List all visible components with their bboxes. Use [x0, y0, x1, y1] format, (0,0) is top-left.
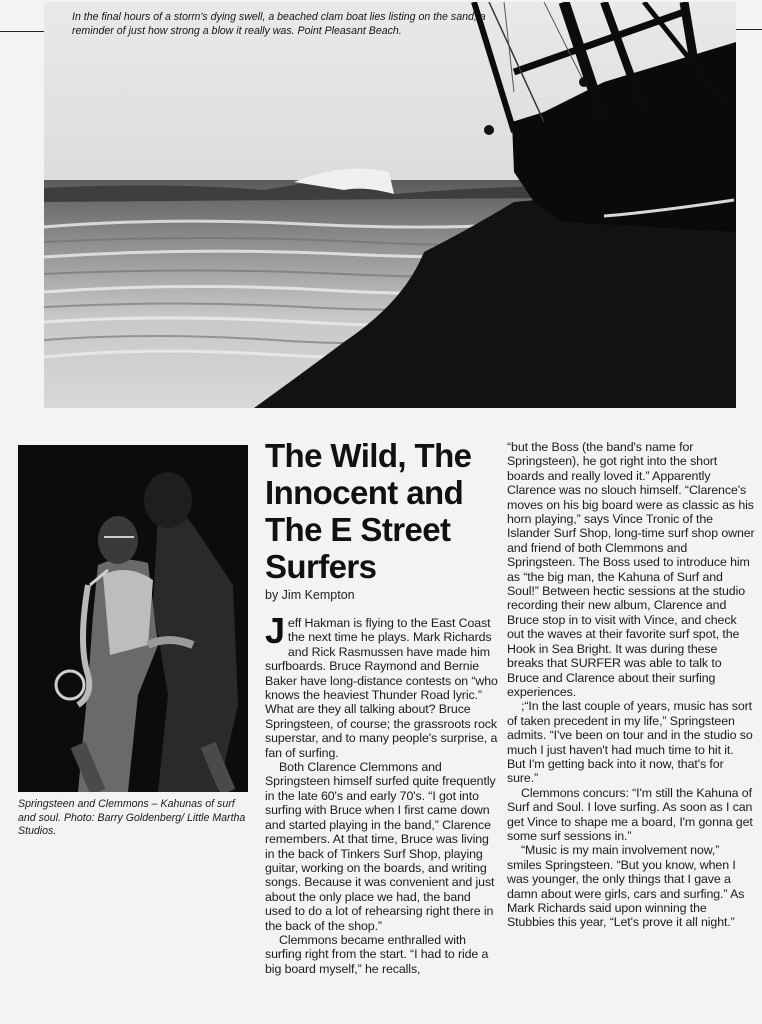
byline: by Jim Kempton	[265, 588, 355, 602]
article-column-2	[507, 440, 755, 930]
title-line: Innocent and	[265, 474, 464, 511]
paragraph: Both Clarence Clemmons and Springsteen himself surfed quite frequently in the late 60's and early 70's. “I got into surfing with Bruce when I first came down and started playing in the band,” Clarence remembers. At that time, Bruce was living in the back of Tinkers Surf Shop, playing guitar, working on the boards, and writing songs. Because it was convenient and just about the only place we had, the band used to do a lot of rehearsing right there in the back of the shop.”	[265, 760, 496, 933]
paragraph	[265, 610, 499, 760]
drop-cap: J	[265, 610, 285, 651]
article-title	[265, 437, 500, 585]
paragraph: Clemmons became enthralled with surfing right from the start. “I had to ride a big board myself,” he recalls,	[265, 932, 489, 976]
title-line: The E Street	[265, 511, 451, 548]
paragraph: Clemmons concurs: “I'm still the Kahuna of Surf and Soul. I love surfing. As soon as I can get Vince to shape me a board, I'm gonna get some surf sessions in.”	[507, 785, 753, 843]
paragraph: ;“In the last couple of years, music has sort of taken precedent in my life,” Springsteen admits. “I've been on tour and in the studio so much I just haven't had much time to hit it. But I'm getting back into it now, that's for sure.”	[507, 699, 753, 786]
top-photo-beached-boat	[44, 2, 736, 408]
paragraph: “Music is my main involvement now,” smiles Springsteen. “But you know, when I was younger, the only things that I gave a damn about were girls, cars and surfing.” As Mark Richards said upon winning the Stubbies this year, “Let's prove it all night.”	[507, 843, 745, 930]
top-photo-caption: In the final hours of a storm's dying swell, a beached clam boat lies listing on the sand, a reminder of just how strong a blow it really was. Point Pleasant Beach.	[72, 11, 486, 37]
left-photo-musicians	[18, 445, 248, 792]
beach-scene-illustration	[44, 2, 736, 408]
paragraph-text: eff Hakman is flying to the East Coast the next time he plays. Mark Richards and Rick Rasmussen have made him surfboards. Bruce Raymond and Bernie Baker have long-distance contests on “who knows the heaviest Thunder Road lyric.” What are they all talking about? Bruce Springsteen, of course; the grassroots rock superstar, and to many people's surprise, a fan of surfing.	[265, 616, 498, 760]
paragraph: “but the Boss (the band's name for Springsteen), he got right into the short boards and really loved it.” Apparently Clarence was no slouch himself. “Clarence's moves on his big board were as classic as his horn playing,” says Vince Tronic of the Islander Surf Shop, long-time surf shop owner and friend of both Clemmons and Springsteen. The Boss used to introduce him as “the big man, the Kahuna of Surf and Soul!” Between hectic sessions at the studio recording their new album, Clarence and Bruce stop in to visit with Vince, and check out the waves at their favorite surf spot, the Hook in Sea Bright. It was during these breaks that SURFER was able to talk to Bruce and Clarence about their surfing experiences.	[507, 440, 755, 699]
article-column-1	[265, 610, 499, 976]
left-photo-caption: Springsteen and Clemmons – Kahunas of surf and soul. Photo: Barry Goldenberg/ Little Martha Studios.	[18, 798, 246, 838]
title-line: The Wild, The	[265, 437, 472, 474]
title-line: Surfers	[265, 548, 377, 585]
musicians-illustration	[18, 445, 248, 792]
margin-rule-left	[0, 31, 44, 32]
margin-rule-right	[736, 29, 762, 30]
